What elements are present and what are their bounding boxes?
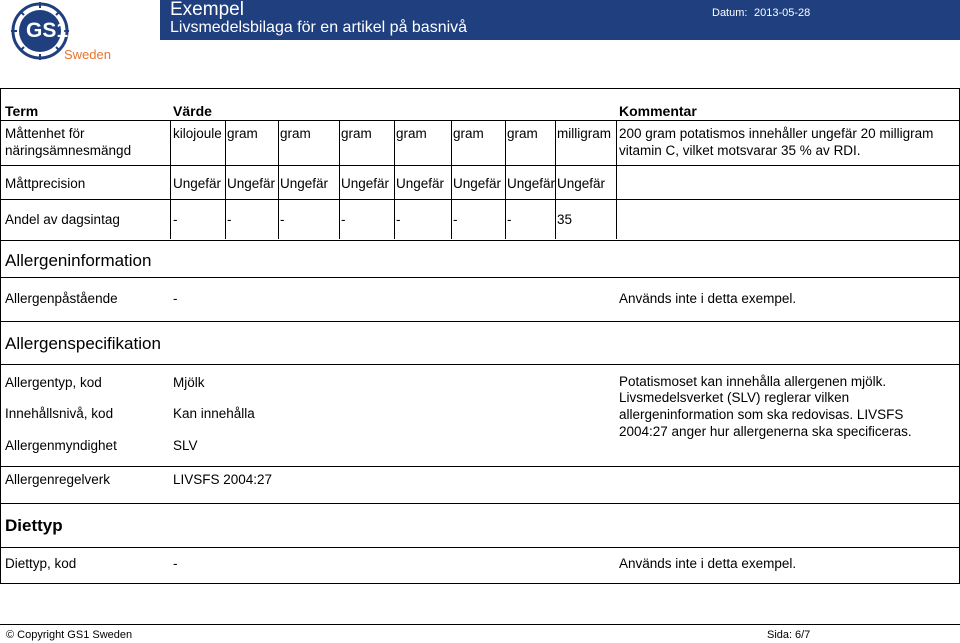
logo-subtext: Sweden [64, 47, 111, 62]
footer-page-label: Sida: [767, 629, 793, 641]
intake-value: - [396, 212, 401, 227]
precision-value: Ungefär [453, 176, 502, 191]
term-mattenhet-line1: Måttenhet för [5, 126, 85, 141]
term-diettyp-kod: Diettyp, kod [5, 556, 77, 571]
logo-text: GS1 [26, 19, 69, 42]
comment-allergenspec-line4: 2004:27 anger hur allergenerna ska specificeras. [619, 424, 912, 439]
comment-mattenhet-line2: vitamin C, vilket motsvarar 35 % av RDI. [619, 143, 861, 158]
comment-allergenspec-line2: Livsmedelsverket (SLV) reglerar vilken [619, 390, 850, 405]
intake-value: - [507, 212, 512, 227]
footer-copyright: © Copyright GS1 Sweden [6, 629, 133, 641]
value-allergentyp: Mjölk [173, 375, 205, 390]
term-allergentyp: Allergentyp, kod [5, 375, 102, 390]
unit-value: gram [341, 126, 372, 141]
unit-value: gram [453, 126, 484, 141]
value-col-divider [339, 120, 340, 239]
section-title-diettyp: Diettyp [5, 516, 63, 535]
column-header-value: Värde [173, 103, 212, 119]
row-divider [0, 547, 960, 548]
table-left-border [0, 88, 1, 584]
row-divider [0, 466, 960, 467]
comment-diettyp-kod: Används inte i detta exempel. [619, 556, 797, 571]
value-col-divider [616, 120, 617, 239]
unit-value: gram [227, 126, 258, 141]
unit-value: gram [280, 126, 311, 141]
precision-value: Ungefär [227, 176, 276, 191]
row-divider [0, 199, 960, 200]
comment-allergenspec-line3: allergeninformation som ska redovisas. LIVSFS [619, 407, 904, 422]
column-header-term: Term [5, 103, 39, 119]
value-col-divider [394, 120, 395, 239]
value-innehallsniva: Kan innehålla [173, 406, 255, 421]
section-title-allergeninformation: Allergeninformation [5, 251, 152, 270]
value-allergenpastaende: - [173, 291, 178, 306]
value-diettyp-kod: - [173, 556, 178, 571]
comment-allergenpastaende: Används inte i detta exempel. [619, 291, 797, 306]
precision-value: Ungefär [173, 176, 222, 191]
date-value: 2013-05-28 [754, 7, 811, 19]
precision-value: Ungefär [341, 176, 390, 191]
comment-allergenspec-line1: Potatismoset kan innehålla allergenen mjölk. [619, 374, 887, 389]
intake-value: - [341, 212, 346, 227]
page-title: Exempel [170, 0, 244, 20]
intake-value: 35 [557, 212, 573, 227]
table-bottom-border [0, 583, 960, 584]
unit-value: gram [396, 126, 427, 141]
precision-value: Ungefär [396, 176, 445, 191]
date-label: Datum: [712, 7, 748, 19]
value-allergenregelverk: LIVSFS 2004:27 [173, 472, 273, 487]
intake-value: - [173, 212, 178, 227]
unit-value: milligram [557, 126, 611, 141]
row-divider [0, 503, 960, 504]
table-top-border [0, 88, 960, 89]
row-divider [0, 321, 960, 322]
intake-value: - [453, 212, 458, 227]
row-divider [0, 165, 960, 166]
precision-value: Ungefär [557, 176, 606, 191]
precision-value: Ungefär [280, 176, 329, 191]
precision-value: Ungefär [507, 176, 556, 191]
value-col-divider [505, 120, 506, 239]
section-title-allergenspecifikation: Allergenspecifikation [5, 334, 161, 353]
unit-value: kilojoule [173, 126, 222, 141]
intake-value: - [280, 212, 285, 227]
term-innehallsniva: Innehållsnivå, kod [5, 406, 114, 421]
term-allergenmyndighet: Allergenmyndighet [5, 438, 117, 453]
row-divider [0, 277, 960, 278]
page-subtitle: Livsmedelsbilaga för en artikel på basnivå [170, 19, 468, 36]
unit-value: gram [507, 126, 538, 141]
row-divider [0, 120, 960, 121]
value-allergenmyndighet: SLV [173, 438, 198, 453]
row-divider [0, 364, 960, 365]
intake-value: - [227, 212, 232, 227]
term-andel: Andel av dagsintag [5, 212, 120, 227]
row-divider [0, 240, 960, 241]
footer-page-value: 6/7 [795, 629, 811, 641]
value-col-divider [278, 120, 279, 239]
term-allergenpastaende: Allergenpåstående [5, 291, 118, 306]
comment-mattenhet-line1: 200 gram potatismos innehåller ungefär 20 milligram [619, 126, 934, 141]
term-allergenregelverk: Allergenregelverk [5, 472, 111, 487]
value-col-divider [170, 120, 171, 239]
value-col-divider [451, 120, 452, 239]
column-header-comment: Kommentar [619, 103, 697, 119]
term-mattprecision: Måttprecision [5, 176, 86, 191]
value-col-divider [555, 120, 556, 239]
value-col-divider [225, 120, 226, 239]
footer-divider [0, 624, 960, 625]
term-mattenhet-line2: näringsämnesmängd [5, 143, 132, 158]
